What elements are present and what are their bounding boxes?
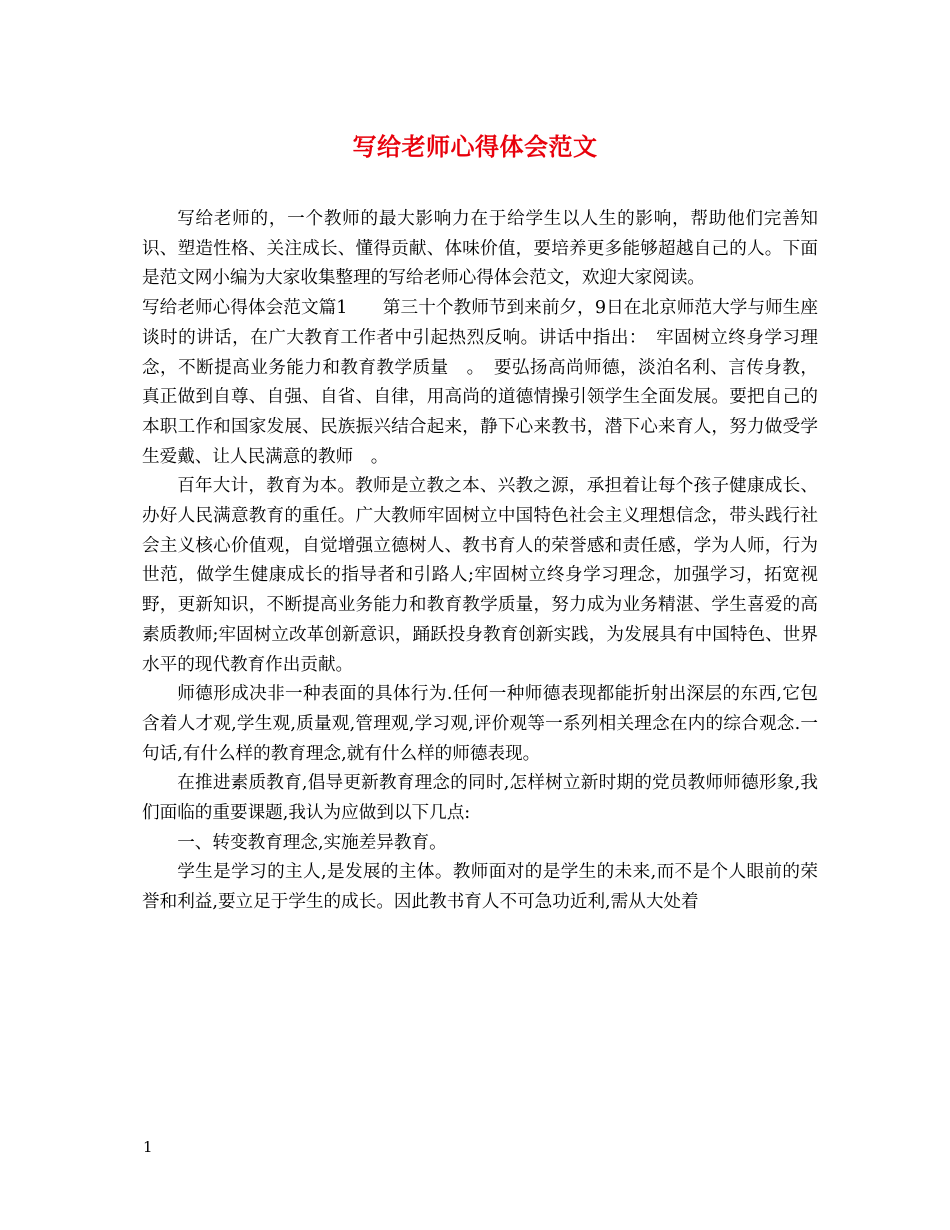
- paragraph-heading: 一、转变教育理念,实施差异教育。: [177, 832, 447, 853]
- document-body: [142, 205, 818, 918]
- paragraph: 在推进素质教育,倡导更新教育理念的同时,怎样树立新时期的党员教师师德形象,我们面临的重要课题,我认为应做到以下几点:: [142, 773, 818, 824]
- paragraph-intro: 写给老师的，一个教师的最大影响力在于给学生以人生的影响，帮助他们完善知识、塑造性格、关注成长、懂得贡献、体味价值，要培养更多能够超越自己的人。下面是范文网小编为大家收集整理的写给老师心得体会范文，欢迎大家阅读。: [142, 209, 818, 289]
- paragraph: 师德形成决非一种表面的具体行为.任何一种师德表现都能折射出深层的东西,它包含着人才观,学生观,质量观,管理观,学习观,评价观等一系列相关理念在内的综合观念.一句话,有什么样的教育理念,就有什么样的师德表现。: [142, 684, 818, 764]
- paragraph: 百年大计，教育为本。教师是立教之本、兴教之源，承担着让每个孩子健康成长、办好人民满意教育的重任。广大教师牢固树立中国特色社会主义理想信念，带头践行社会主义核心价值观，自觉增强立德树人、教书育人的荣誉感和责任感，学为人师，行为世范，做学生健康成长的指导者和引路人;牢固树立终身学习理念，加强学习，拓宽视野，更新知识，不断提高业务能力和教育教学质量，努力成为业务精湛、学生喜爱的高素质教师;牢固树立改革创新意识，踊跃投身教育创新实践，为发展具有中国特色、世界水平的现代教育作出贡献。: [142, 476, 818, 675]
- paragraph-section-1: 写给老师心得体会范文篇1 第三十个教师节到来前夕，9日在北京师范大学与师生座谈时的讲话，在广大教育工作者中引起热烈反响。讲话中指出： 牢固树立终身学习理念，不断提高业务能力和教育教学质量 。 要弘扬高尚师德，淡泊名利、言传身教，真正做到自尊、自强、自省、自律，用高尚的道德情操引领学生全面发展。要把自己的本职工作和国家发展、民族振兴结合起来，静下心来教书，潜下心来育人，努力做受学生爱戴、让人民满意的教师 。: [142, 298, 818, 467]
- paragraph: 学生是学习的主人,是发展的主体。教师面对的是学生的未来,而不是个人眼前的荣誉和利益,要立足于学生的成长。因此教书育人不可急功近利,需从大处着: [142, 862, 818, 913]
- page-number: 1: [143, 1138, 153, 1156]
- document-title: 写给老师心得体会范文: [352, 132, 598, 161]
